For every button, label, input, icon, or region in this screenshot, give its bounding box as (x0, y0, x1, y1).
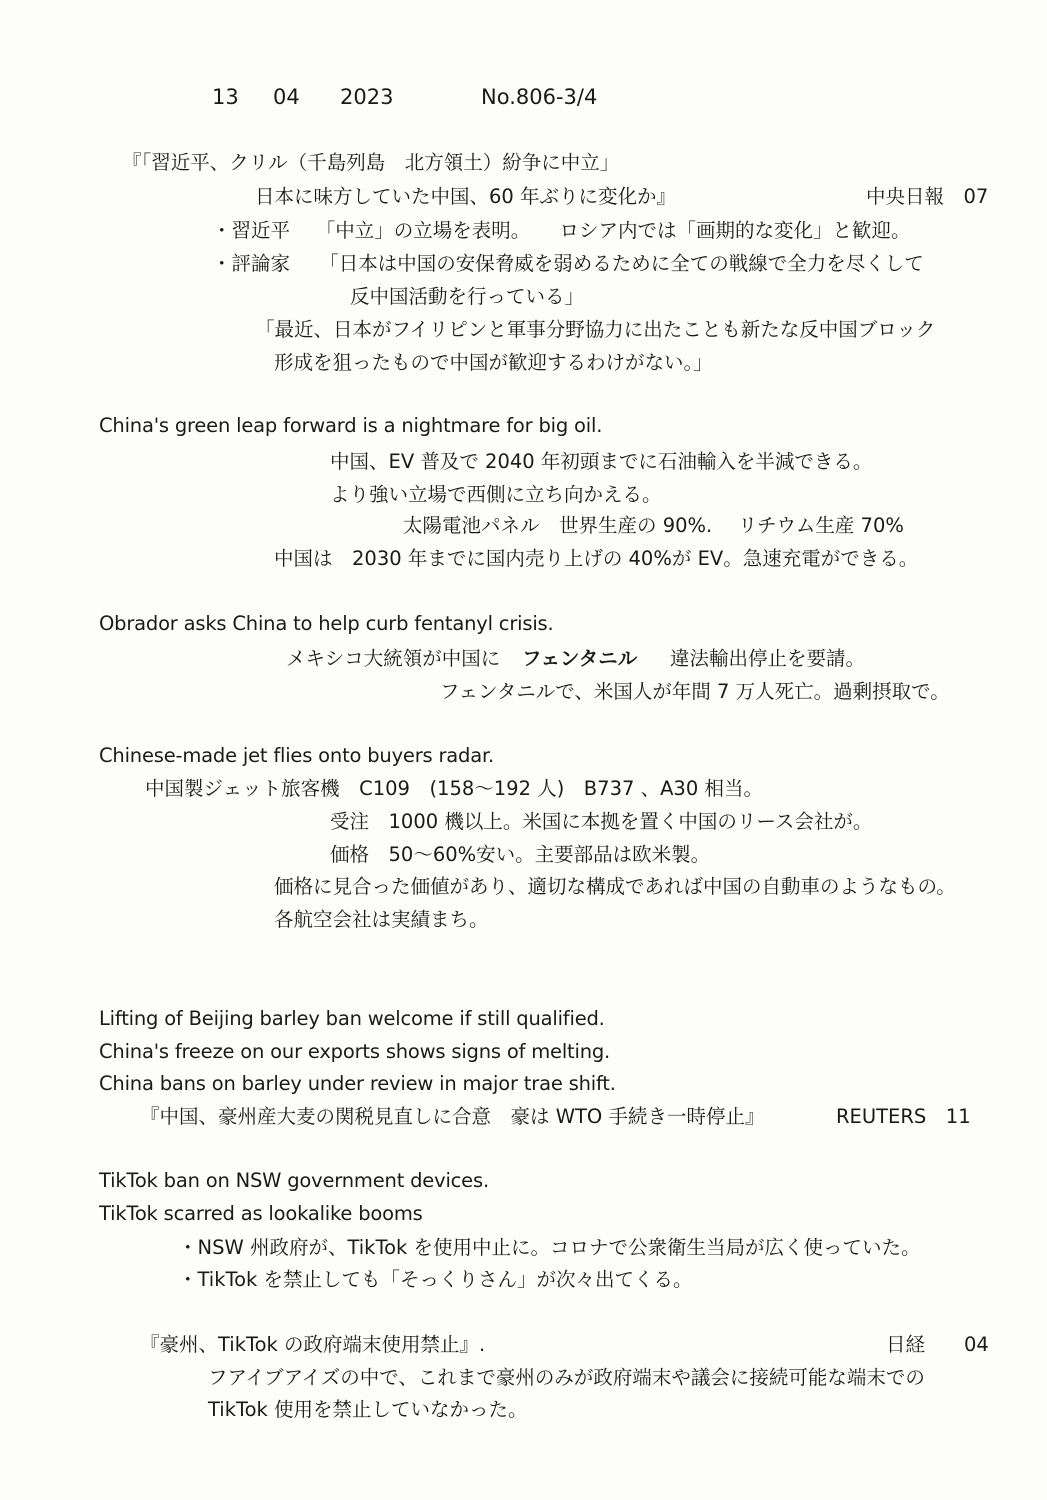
article-text: フアイブアイズの中で、これまで豪州のみが政府端末や議会に接続可能な端末での (208, 1366, 925, 1389)
article-text: フェンタニルで、米国人が年間 7 万人死亡。過剰摂取で。 (440, 680, 950, 703)
header-day: 13 (212, 85, 239, 109)
article-bullet: ・習近平 「中立」の立場を表明。 ロシア内では「画期的な変化」と歓迎。 (212, 219, 911, 242)
header-year: 2023 (340, 85, 394, 109)
article-bullet: ・TikTok を禁止しても「そっくりさん」が次々出てくる。 (178, 1268, 693, 1291)
article-text: TikTok 使用を禁止していなかった。 (208, 1398, 528, 1421)
article-headline: TikTok scarred as lookalike booms (99, 1202, 423, 1225)
article-text: 各航空会社は実績まち。 (274, 908, 489, 931)
article-headline: China's green leap forward is a nightmare for big oil. (99, 414, 603, 437)
article-text: メキシコ大統領が中国に (286, 647, 501, 670)
article-text: 中国は 2030 年までに国内売り上げの 40%が EV。急速充電ができる。 (274, 547, 919, 570)
article-text: 違法輸出停止を要請。 (670, 647, 866, 670)
article-text: 受注 1000 機以上。米国に本拠を置く中国のリース会社が。 (330, 810, 873, 833)
article-headline: 『「習近平、クリル（千島列島 北方領土）紛争に中立」 (122, 151, 620, 174)
article-headline: Chinese-made jet flies onto buyers radar. (99, 744, 495, 767)
article-headline: China's freeze on our exports shows signs of melting. (99, 1040, 611, 1063)
article-text: 価格に見合った価値があり、適切な構成であれば中国の自動車のようなもの。 (274, 875, 956, 898)
article-headline-sub: 日本に味方していた中国、60 年ぶりに変化か』 (255, 185, 677, 208)
article-headline: Lifting of Beijing barley ban welcome if still qualified. (99, 1007, 605, 1030)
article-bullet: ・評論家 「日本は中国の安保脅威を弱めるために全ての戦線で全力を尽くして (212, 252, 924, 275)
article-bullet: ・NSW 州政府が、TikTok を使用中止に。コロナで公衆衛生当局が広く使っていた。 (178, 1236, 921, 1259)
header-number: No.806-3/4 (481, 85, 598, 109)
article-source: 日経 04 (886, 1333, 989, 1356)
article-text: より強い立場で西側に立ち向かえる。 (330, 483, 662, 506)
article-text: 『中国、豪州産大麦の関税見直しに合意 豪は WTO 手続き一時停止』 (140, 1105, 765, 1128)
article-text: 反中国活動を行っている」 (350, 285, 585, 308)
article-text: 中国、EV 普及で 2040 年初頭までに石油輸入を半減できる。 (330, 450, 873, 473)
article-source: REUTERS 11 (836, 1105, 971, 1128)
article-emphasis: フェンタニル (522, 647, 638, 670)
article-headline: Obrador asks China to help curb fentanyl crisis. (99, 612, 554, 635)
article-text: 太陽電池パネル 世界生産の 90%. リチウム生産 70% (403, 514, 904, 537)
article-text: 形成を狙ったもので中国が歓迎するわけがない。」 (274, 351, 713, 374)
header-month: 04 (273, 85, 300, 109)
article-headline: 『豪州、TikTok の政府端末使用禁止』. (140, 1333, 486, 1356)
article-headline: TikTok ban on NSW government devices. (99, 1169, 489, 1192)
article-headline: China bans on barley under review in major trae shift. (99, 1072, 616, 1095)
article-text: 「最近、日本がフイリピンと軍事分野協力に出たことも新たな反中国ブロック (255, 318, 936, 341)
article-text: 中国製ジェット旅客機 C109 (158～192 人) B737 、A30 相当。 (145, 777, 763, 800)
article-text: 価格 50～60%安い。主要部品は欧米製。 (330, 843, 711, 866)
article-source: 中央日報 07 (866, 185, 989, 208)
